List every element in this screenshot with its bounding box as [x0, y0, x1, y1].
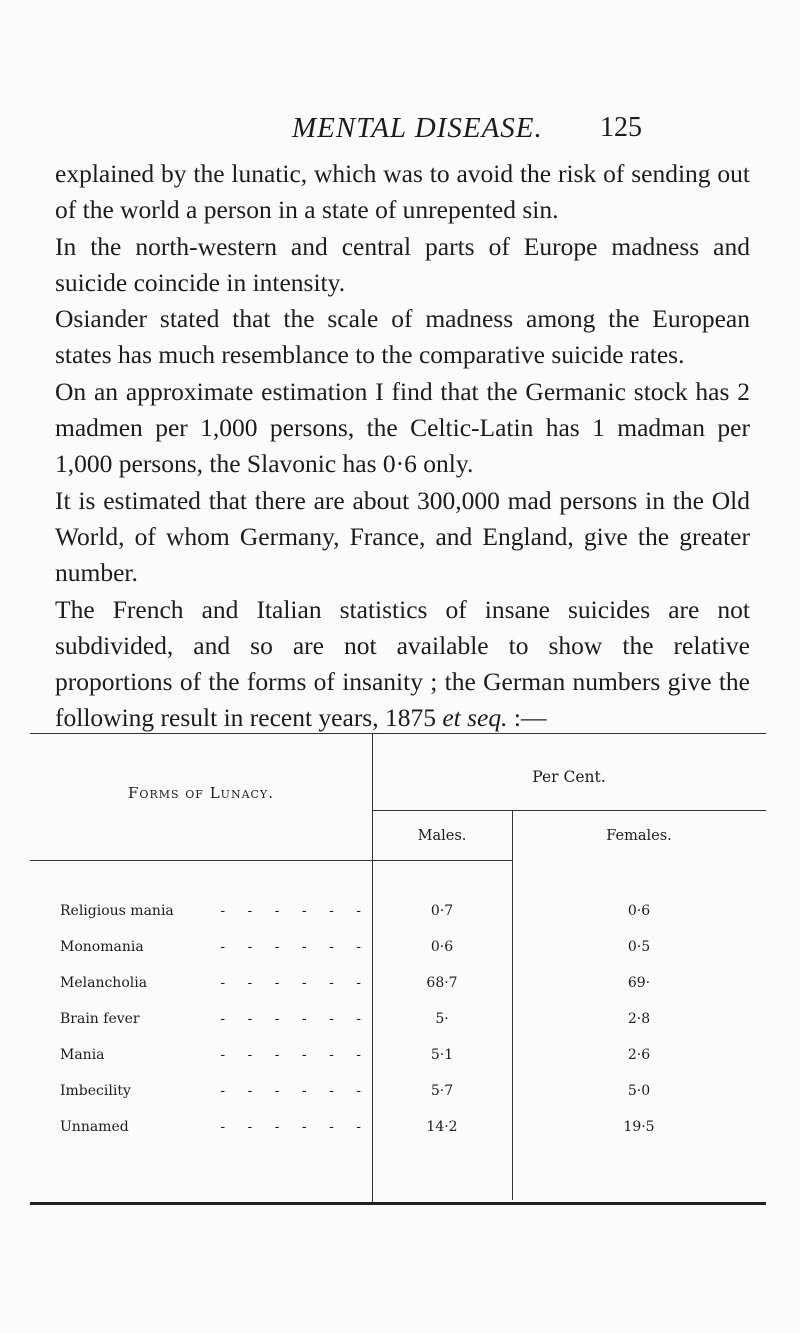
header-females: Females. — [606, 828, 672, 844]
dash-leader: - - - - - - — [220, 903, 370, 919]
row-males: 5· — [435, 1011, 449, 1027]
paragraph-1: explained by the lunatic, which was to avoid the risk of sending out of the world a person in a state of unrepented sin. — [55, 159, 750, 225]
header-per-cent: Per Cent. — [532, 768, 606, 786]
table-header-rule-males — [372, 860, 512, 861]
row-form: Imbecility — [60, 1083, 131, 1099]
row-females: 2·8 — [627, 1011, 651, 1027]
paragraph-2: In the north-western and central parts of Europe madness and suicide coincide in intensity. — [55, 231, 750, 297]
running-title: MENTAL DISEASE. — [292, 112, 543, 144]
paragraph-6 — [55, 592, 750, 737]
table-top-rule — [30, 733, 766, 734]
row-females: 69· — [627, 975, 651, 991]
table-row — [30, 1119, 766, 1155]
row-females: 2·6 — [627, 1047, 651, 1063]
paragraph-6-end: :— — [507, 703, 547, 733]
row-males: 0·7 — [430, 903, 454, 919]
page-number: 125 — [600, 112, 642, 143]
row-males: 0·6 — [430, 939, 454, 955]
row-form: Melancholia — [60, 975, 148, 991]
dash-leader: - - - - - - — [220, 1011, 370, 1027]
dash-leader: - - - - - - — [220, 939, 370, 955]
table-row — [30, 975, 766, 1011]
header-forms-of-lunacy: Forms of Lunacy. — [128, 784, 274, 802]
dash-leader: - - - - - - — [220, 1083, 370, 1099]
row-males: 5·7 — [430, 1083, 454, 1099]
header-males: Males. — [417, 828, 467, 844]
row-form: Unnamed — [60, 1119, 129, 1135]
row-females: 5·0 — [627, 1083, 651, 1099]
paragraph-4: On an approximate estimation I find that the Germanic stock has 2 madmen per 1,000 persons, the Celtic-Latin has 1 madman per 1,000 persons, the Slavonic has 0·6 only. — [55, 376, 750, 479]
row-form: Monomania — [60, 939, 144, 955]
row-form: Brain fever — [60, 1011, 140, 1027]
dash-leader: - - - - - - — [220, 1047, 370, 1063]
row-form: Religious mania — [60, 903, 174, 919]
table-header-rule-left — [30, 860, 372, 861]
row-males: 68·7 — [426, 975, 458, 991]
row-males: 5·1 — [430, 1047, 454, 1063]
row-females: 0·5 — [627, 939, 651, 955]
dash-leader: - - - - - - — [220, 975, 370, 991]
paragraph-5: It is estimated that there are about 300,000 mad persons in the Old World, of whom Germany, France, and England, give the greater number. — [55, 485, 750, 588]
row-males: 14·2 — [426, 1119, 458, 1135]
body-text — [55, 156, 750, 737]
row-form: Mania — [60, 1047, 105, 1063]
table-row — [30, 1011, 766, 1047]
table-percent-rule — [372, 810, 766, 811]
running-head — [0, 112, 800, 152]
table-row — [30, 1083, 766, 1119]
table-row — [30, 939, 766, 975]
table-row — [30, 1047, 766, 1083]
table-row — [30, 903, 766, 939]
row-females: 19·5 — [623, 1119, 655, 1135]
paragraph-3: Osiander stated that the scale of madness among the European states has much resemblance to the comparative suicide rates. — [55, 304, 750, 370]
table-bottom-rule — [30, 1202, 766, 1205]
dash-leader: - - - - - - — [220, 1119, 370, 1135]
paragraph-6-start: The French and Italian statistics of insane suicides are not subdivided, and so are not available to show the relative proportions of the forms of insanity ; the German numbers give the following result in recent years, 1875 — [55, 594, 750, 733]
paragraph-6-italic: et seq. — [442, 703, 508, 733]
row-females: 0·6 — [627, 903, 651, 919]
